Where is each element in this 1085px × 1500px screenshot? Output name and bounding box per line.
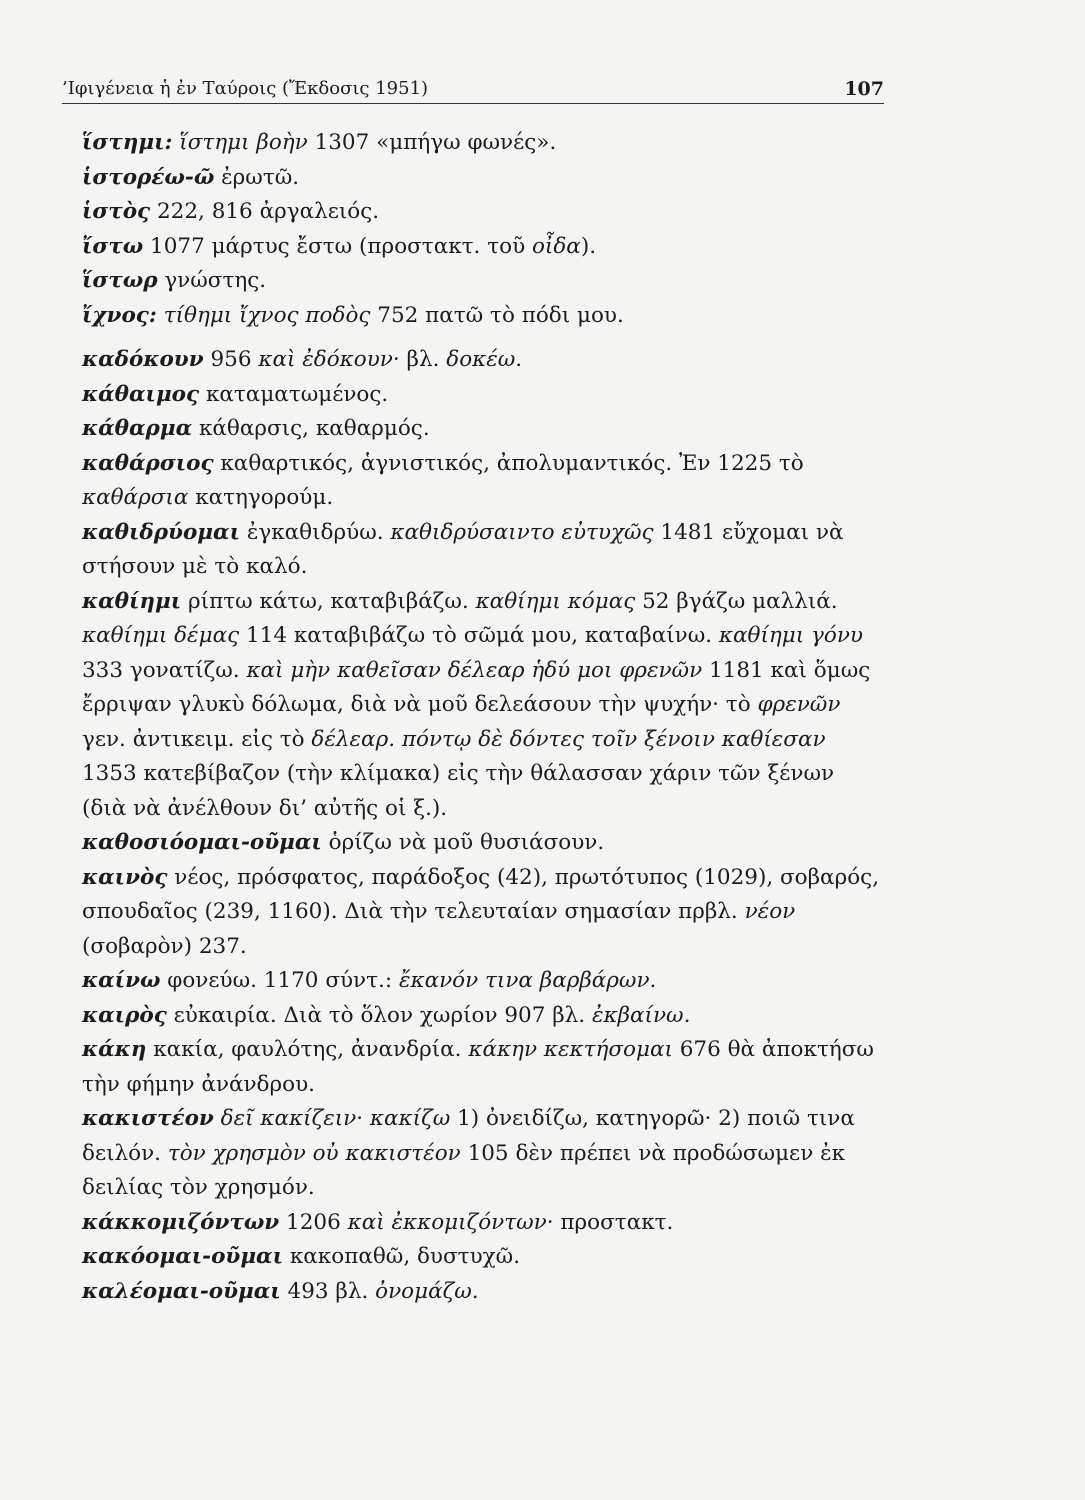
glossary-entry bbox=[82, 999, 882, 1034]
entry-text: καθαρτικός, ἁγνιστικός, ἀπολυμαντικός. Ἐν 1225 τὸ bbox=[213, 450, 804, 476]
entry-lemma: καθάρσιος bbox=[82, 450, 214, 476]
entry-lemma: κάκκομιζόντων bbox=[82, 1209, 280, 1235]
entry-italic-text: ἐκβαίνω. bbox=[591, 1002, 691, 1028]
glossary-entry bbox=[82, 264, 882, 299]
entry-lemma: ἴστω bbox=[82, 233, 144, 259]
entry-text: ἐγκαθιδρύω. bbox=[240, 519, 391, 545]
entry-text: ἐρωτῶ. bbox=[214, 164, 300, 190]
entry-text: 1181 καὶ ὅμως ἔρριψαν γλυκὺ δόλωμα, διὰ νὰ μοῦ δελεάσουν τὴν ψυχήν· τὸ bbox=[82, 657, 871, 717]
entry-lemma: καδόκουν bbox=[82, 347, 204, 372]
entry-italic-text: ἔκανόν τινα βαρβάρων. bbox=[398, 968, 657, 993]
glossary-entry bbox=[82, 861, 882, 965]
running-header bbox=[62, 78, 884, 104]
glossary-entry bbox=[82, 585, 882, 827]
glossary-entry bbox=[82, 447, 882, 516]
entry-italic-text: τίθημι ἴχνος ποδὸς bbox=[163, 302, 371, 328]
page-number: 107 bbox=[844, 78, 884, 100]
entry-lemma: κακόομαι-οῦμαι bbox=[82, 1244, 284, 1269]
entry-italic-text: καθάρσια bbox=[82, 485, 189, 510]
entry-text: 493 βλ. bbox=[280, 1278, 376, 1304]
entry-lemma: καλέομαι-οῦμαι bbox=[82, 1278, 281, 1304]
entry-text: εὐκαιρία. Διὰ τὸ ὅλον χωρίον 907 βλ. bbox=[166, 1002, 592, 1028]
entry-italic-text: ἵστημι βοὴν bbox=[179, 130, 308, 155]
entry-text: 222, 816 ἀργαλειός. bbox=[150, 199, 380, 224]
entry-text: 52 βγάζω μαλλιά. bbox=[635, 588, 838, 614]
glossary-entry bbox=[82, 126, 882, 161]
entry-italic-text: οἶδα bbox=[531, 233, 581, 259]
glossary-entry bbox=[82, 1033, 882, 1102]
glossary-entry bbox=[82, 516, 882, 585]
entry-lemma: καθοσιόομαι-οῦμαι bbox=[82, 830, 322, 855]
glossary-entry bbox=[82, 1102, 882, 1206]
entry-text: 1307 «μπήγω φωνές». bbox=[307, 130, 557, 155]
entry-lemma: ἴχνος: bbox=[82, 302, 157, 328]
entry-italic-text: καθίημι δέμας bbox=[82, 623, 240, 648]
entry-text: 333 γονατίζω. bbox=[82, 657, 247, 683]
entry-text bbox=[157, 303, 164, 328]
header-title: ’Ιφιγένεια ἡ ἐν Ταύροις (Ἔκδοσις 1951) bbox=[62, 78, 429, 99]
entry-lemma: καινὸς bbox=[82, 864, 168, 890]
glossary-entry bbox=[82, 964, 882, 999]
glossary-entry bbox=[82, 195, 882, 230]
entry-italic-text: δέλεαρ. πόντῳ δὲ δόντες τοῖν ξένοιν καθίεσαν bbox=[311, 726, 826, 752]
entry-text: 114 καταβιβάζω τὸ σῶμά μου, καταβαίνω. bbox=[239, 623, 719, 648]
entry-text: ). bbox=[580, 233, 597, 259]
glossary-entry bbox=[82, 826, 882, 861]
entry-text bbox=[214, 1106, 221, 1131]
entry-text: βλ. bbox=[399, 347, 447, 372]
glossary-entry bbox=[82, 412, 882, 447]
glossary-entry bbox=[82, 1275, 882, 1310]
entry-lemma: καιρὸς bbox=[82, 1002, 167, 1028]
entry-lemma: ἵστωρ bbox=[82, 268, 158, 293]
entry-text: γεν. ἀντικειμ. εἰς τὸ bbox=[82, 726, 312, 752]
entry-text: ὁρίζω νὰ μοῦ θυσιάσουν. bbox=[321, 830, 605, 855]
entry-italic-text: δεῖ κακίζειν· κακίζω bbox=[220, 1106, 451, 1131]
entry-italic-text: τὸν χρησμὸν οὐ κακιστέον bbox=[167, 1140, 461, 1166]
glossary-entry bbox=[82, 230, 882, 265]
entry-lemma: ἱστορέω-ῶ bbox=[82, 164, 215, 190]
entry-text: 956 bbox=[203, 347, 259, 372]
entry-text: προστακτ. bbox=[553, 1209, 674, 1235]
entry-lemma: ἱστὸς bbox=[82, 199, 151, 224]
entry-text: 1077 μάρτυς ἔστω (προστακτ. τοῦ bbox=[143, 233, 532, 259]
entry-text: 1206 bbox=[279, 1209, 348, 1235]
entry-text: κακοπαθῶ, δυστυχῶ. bbox=[283, 1244, 521, 1269]
entry-lemma: καίνω bbox=[82, 968, 161, 993]
entry-text: 1) ὀνειδίζω, κατηγορῶ· 2) ποιῶ τινα δειλόν. bbox=[82, 1106, 855, 1166]
entry-text: κακία, φαυλότης, ἀνανδρία. bbox=[146, 1037, 469, 1062]
entry-text: κατηγορούμ. bbox=[188, 485, 334, 510]
entry-italic-text: νέον bbox=[744, 899, 796, 924]
entry-lemma: καθίημι bbox=[82, 588, 182, 614]
entry-italic-text: δοκέω. bbox=[446, 347, 523, 372]
glossary-entry bbox=[82, 161, 882, 196]
entry-text: (σοβαρὸν) 237. bbox=[82, 933, 247, 959]
entry-italic-text: καθίημι γόνυ bbox=[718, 623, 863, 648]
glossary-entry bbox=[82, 378, 882, 413]
entry-italic-text: καὶ ἐδόκουν· bbox=[258, 347, 400, 372]
entry-italic-text: καὶ ἐκκομιζόντων· bbox=[347, 1209, 554, 1235]
glossary-entries bbox=[82, 126, 882, 1309]
entry-lemma: κάθαιμος bbox=[82, 381, 200, 407]
entry-lemma: κάκη bbox=[82, 1037, 147, 1062]
entry-lemma: κακιστέον bbox=[82, 1106, 214, 1131]
entry-text: 1353 κατεβίβαζον (τὴν κλίμακα) εἰς τὴν θάλασσαν χάριν τῶν ξένων (διὰ νὰ ἀνέλθουν δι’ αὐτῆς οἱ ξ.). bbox=[82, 761, 835, 821]
entry-lemma: καθιδρύομαι bbox=[82, 519, 240, 545]
entry-text: ρίπτω κάτω, καταβιβάζω. bbox=[181, 588, 476, 614]
entry-italic-text: καθίημι κόμας bbox=[475, 588, 636, 614]
glossary-entry bbox=[82, 299, 882, 334]
entry-italic-text: ὀνομάζω. bbox=[375, 1278, 479, 1304]
entry-text: κάθαρσις, καθαρμός. bbox=[192, 416, 430, 441]
glossary-entry bbox=[82, 343, 882, 378]
entry-lemma: κάθαρμα bbox=[82, 416, 193, 441]
glossary-entry bbox=[82, 1206, 882, 1241]
entry-text: 1481 εὔχομαι νὰ στήσουν μὲ τὸ καλό. bbox=[82, 519, 844, 579]
entry-text: φονεύω. 1170 σύντ.: bbox=[160, 968, 399, 993]
entry-text: γνώστης. bbox=[157, 268, 267, 293]
entry-italic-text: φρενῶν bbox=[757, 692, 841, 717]
entry-text: 752 πατῶ τὸ πόδι μου. bbox=[370, 302, 624, 328]
entry-text: καταματωμένος. bbox=[199, 381, 389, 407]
entry-italic-text: καθιδρύσαιντο εὐτυχῶς bbox=[390, 519, 654, 545]
entry-lemma: ἵστημι: bbox=[82, 130, 173, 155]
glossary-entry bbox=[82, 1240, 882, 1275]
entry-italic-text: κάκην κεκτήσομαι bbox=[468, 1037, 673, 1062]
entry-text: 105 δὲν πρέπει νὰ προδώσωμεν ἐκ δειλίας τὸν χρησμόν. bbox=[82, 1140, 846, 1200]
entry-text: 676 θὰ ἀποκτήσω τὴν φήμην ἀνάνδρου. bbox=[82, 1037, 874, 1097]
entry-text: νέος, πρόσφατος, παράδοξος (42), πρωτότυπος (1029), σοβαρός, σπουδαῖος (239, 1160). Διὰ τὴν τελευταίαν σημασίαν πρβλ. bbox=[82, 864, 880, 924]
entry-italic-text: καὶ μὴν καθεῖσαν δέλεαρ ἡδύ μοι φρενῶν bbox=[246, 657, 703, 683]
